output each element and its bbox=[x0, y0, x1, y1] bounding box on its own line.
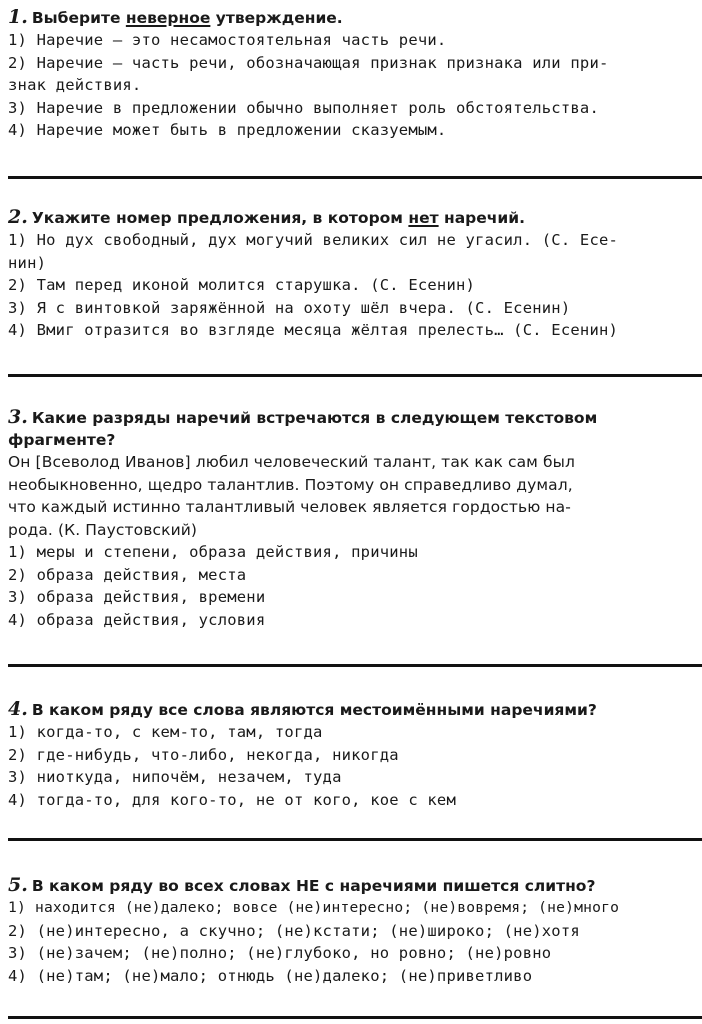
section-divider bbox=[8, 838, 702, 841]
option-3: 3) ниоткуда, нипочём, незачем, туда bbox=[8, 768, 342, 786]
question-5-number: 5. bbox=[8, 874, 28, 896]
option-2: 2) где-нибудь, что-либо, некогда, никогда bbox=[8, 745, 399, 764]
option-1: 1) находится (не)далеко; вовсе (не)интересно; (не)вовремя; (не)много bbox=[8, 899, 620, 916]
question-3-number: 3. bbox=[8, 406, 28, 428]
section-divider bbox=[8, 176, 702, 179]
option-2-continuation: знак действия. bbox=[8, 76, 142, 94]
question-3-title-continuation: фрагменте? bbox=[8, 431, 116, 449]
option-2: 2) (не)интересно, а скучно; (не)кстати; (не)широко; (не)хотя bbox=[8, 921, 580, 940]
question-5 bbox=[8, 874, 698, 987]
section-divider bbox=[8, 664, 702, 667]
option-3: 3) (не)зачем; (не)полно; (не)глубоко, но ровно; (не)ровно bbox=[8, 944, 552, 962]
text-fragment-line: Он [Всеволод Иванов] любил человеческий талант, так как сам был bbox=[8, 453, 575, 471]
question-4 bbox=[8, 698, 698, 811]
question-1-number: 1. bbox=[8, 6, 28, 28]
option-2: 2) образа действия, места bbox=[8, 565, 247, 584]
underlined-word: нет bbox=[408, 209, 439, 227]
section-divider bbox=[8, 374, 702, 377]
text-fragment-line: необыкновенно, щедро талантлив. Поэтому он справедливо думал, bbox=[8, 475, 573, 494]
option-3: 3) Наречие в предложении обычно выполняет роль обстоятельства. bbox=[8, 98, 599, 117]
section-divider bbox=[8, 1016, 702, 1019]
question-5-title: 5. В каком ряду во всех словах НЕ с наречиями пишется слитно? bbox=[8, 874, 596, 896]
underlined-word: неверное bbox=[125, 9, 211, 27]
text-fragment-line: что каждый истинно талантливый человек является гордостью на- bbox=[8, 498, 571, 516]
question-2 bbox=[8, 206, 698, 342]
option-1: 1) меры и степени, образа действия, причины bbox=[8, 543, 418, 561]
option-4: 4) тогда-то, для кого-то, не от кого, кое с кем bbox=[8, 790, 456, 809]
option-1: 1) Но дух свободный, дух могучий великих сил не угасил. (С. Есе- bbox=[8, 231, 619, 249]
option-3: 3) образа действия, времени bbox=[8, 588, 266, 606]
option-1-continuation: нин) bbox=[8, 253, 47, 272]
option-1: 1) Наречие — это несамостоятельная часть речи. bbox=[8, 31, 447, 49]
option-4: 4) (не)там; (не)мало; отнюдь (не)далеко; (не)приветливо bbox=[8, 966, 533, 985]
question-1 bbox=[8, 6, 698, 142]
question-4-title: 4. В каком ряду все слова являются местоимёнными наречиями? bbox=[8, 698, 597, 720]
question-3-title: 3. Какие разряды наречий встречаются в следующем текстовом bbox=[8, 406, 598, 428]
question-1-title: 1. Выберите неверное утверждение. bbox=[8, 6, 343, 28]
option-1: 1) когда-то, с кем-то, там, тогда bbox=[8, 723, 323, 741]
option-4: 4) Вмиг отразится во взгляде месяца жёлтая прелесть… (С. Есенин) bbox=[8, 321, 619, 339]
option-2: 2) Наречие — часть речи, обозначающая признак признака или при- bbox=[8, 53, 609, 72]
question-2-number: 2. bbox=[8, 206, 28, 228]
question-2-title: 2. Укажите номер предложения, в котором нет наречий. bbox=[8, 206, 526, 228]
option-4: 4) Наречие может быть в предложении сказуемым. bbox=[8, 121, 447, 139]
question-4-number: 4. bbox=[8, 698, 28, 720]
option-3: 3) Я с винтовкой заряжённой на охоту шёл вчера. (С. Есенин) bbox=[8, 298, 571, 317]
option-4: 4) образа действия, условия bbox=[8, 610, 266, 629]
option-2: 2) Там перед иконой молится старушка. (С. Есенин) bbox=[8, 276, 476, 294]
text-fragment-line: рода. (К. Паустовский) bbox=[8, 520, 198, 539]
question-3 bbox=[8, 406, 698, 631]
